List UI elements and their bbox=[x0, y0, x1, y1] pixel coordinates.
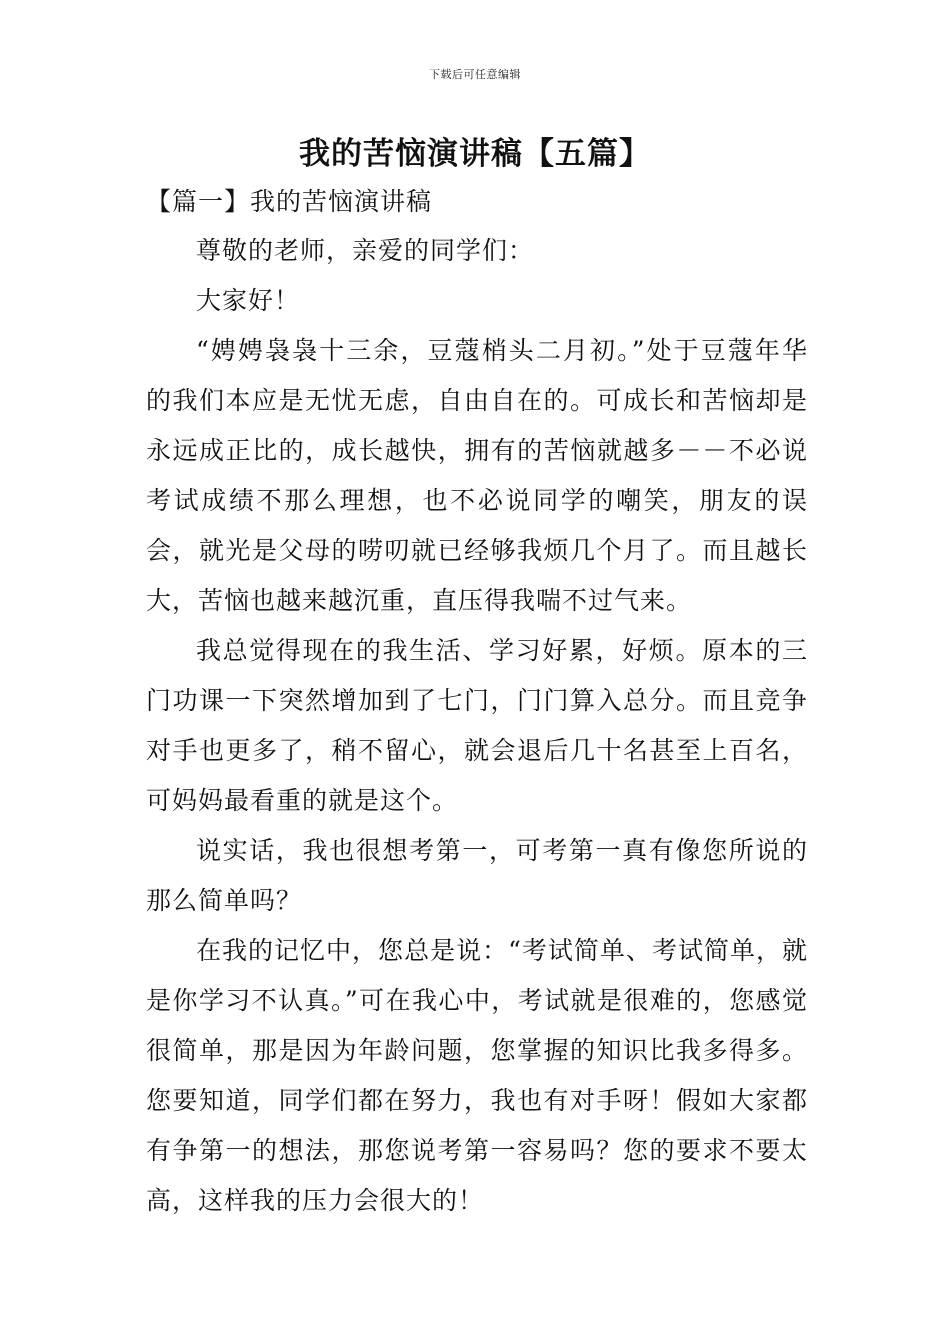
paragraph-greeting: 大家好！ bbox=[196, 286, 301, 315]
paragraph-salutation: 尊敬的老师，亲爱的同学们： bbox=[196, 236, 535, 265]
document-body bbox=[146, 226, 808, 1226]
paragraph: 说实话，我也很想考第一，可考第一真有像您所说的那么简单吗？ bbox=[146, 836, 808, 915]
section-heading: 【篇一】我的苦恼演讲稿 bbox=[146, 187, 433, 216]
document-title: 我的苦恼演讲稿【五篇】 bbox=[299, 136, 651, 172]
header-note: 下载后可任意编辑 bbox=[429, 68, 521, 81]
paragraph: “娉娉袅袅十三余，豆蔻梢头二月初。”处于豆蔻年华的我们本应是无忧无虑，自由自在的。可成长和苦恼却是永远成正比的，成长越快，拥有的苦恼就越多－－不必说考试成绩不那么理想，也不必说同学的嘲笑，朋友的误会，就光是父母的唠叨就已经够我烦几个月了。而且越长大，苦恼也越来越沉重，直压得我喘不过气来。 bbox=[146, 336, 808, 615]
paragraph: 在我的记忆中，您总是说：“考试简单、考试简单，就是你学习不认真。”可在我心中，考试就是很难的，您感觉很简单，那是因为年龄问题，您掌握的知识比我多得多。您要知道，同学们都在努力，我也有对手呀！假如大家都有争第一的想法，那您说考第一容易吗？您的要求不要太高，这样我的压力会很大的！ bbox=[146, 936, 808, 1215]
paragraph: 我总觉得现在的我生活、学习好累，好烦。原本的三门功课一下突然增加到了七门，门门算入总分。而且竞争对手也更多了，稍不留心，就会退后几十名甚至上百名，可妈妈最看重的就是这个。 bbox=[146, 636, 808, 815]
